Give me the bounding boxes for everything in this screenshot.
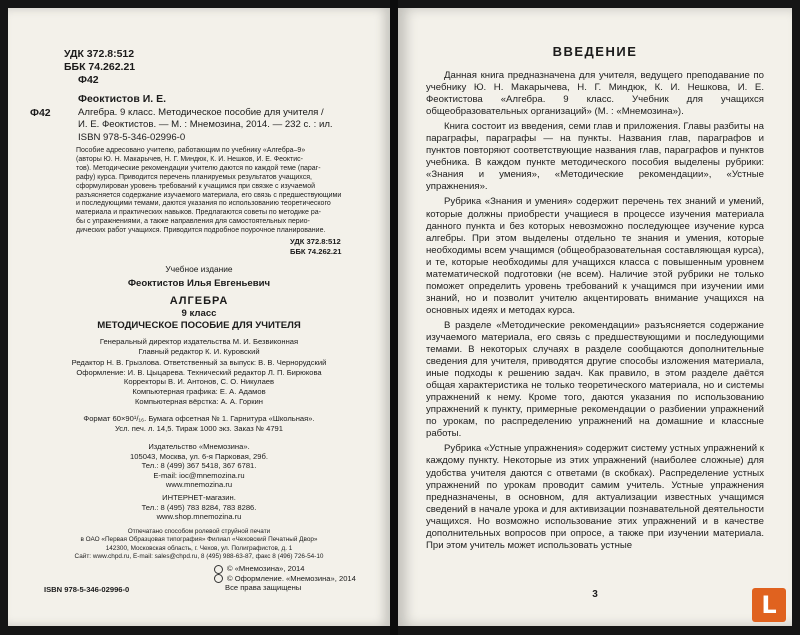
- printer-line: в ОАО «Первая Образцовая типография» Филиал «Чеховский Печатный Двор»: [80, 536, 318, 544]
- bbk-code-repeat: ББК 74.262.21: [290, 247, 342, 256]
- annotation-line: рафу) курса. Приводится перечень планируемых результатов учащихся,: [76, 173, 312, 181]
- printer-line: Отпечатано способом ролевой струйной печати: [127, 528, 271, 535]
- book-title: АЛГЕБРА: [169, 295, 229, 307]
- paragraph: Данная книга предназначена для учителя, ведущего преподавание по учебнику Ю. Н. Макарычева, Н. Г. Миндюк, К. И. Нешкова, И. Е. Феоктистова «Алгебра. 9 класс. Учебник для учащихся общеобразовательных организаций» (М. : «Мнемозина»).: [426, 70, 764, 118]
- annotation-line: (авторы Ю. Н. Макарычев, Н. Г. Миндюк, К. И. Нешков, И. Е. Феоктис-: [76, 155, 304, 163]
- credit-line: Компьютерная вёрстка: А. А. Горкин: [134, 396, 263, 406]
- annotation: [76, 147, 376, 236]
- credit-line: Оформление: И. В. Цыцарева. Технический редактор Л. П. Бирюкова: [76, 367, 322, 377]
- bbk-code: ББК 74.262.21: [64, 61, 136, 73]
- printer-line: 142300, Московская область, г. Чехов, ул. Полиграфистов, д. 1: [105, 544, 293, 552]
- credit-line: Генеральный директор издательства М. И. Безвиконная: [99, 337, 299, 346]
- paragraph: В разделе «Методические рекомендации» разъясняется содержание изучаемого материала, его связь с предшествующими и последующими темами. В некоторых случаях в разделе сообщаются дополнительные сведения для учителя, приводятся другие способы изложения материала, иные подходы к решению задач. Как правило, в этом разделе даётся общая характеристика не только теоретического материала, но и системы упражнений к нему. Кроме того, даются указания по использованию упражнений к пункту, примерные рекомендации о разбиении упражнений по урокам, по распределению упражнений на домашние и классные работы.: [426, 319, 764, 440]
- annotation-line: и последующими темами, даются указания по использованию теоретического: [76, 200, 331, 208]
- copyright-icon: [214, 574, 223, 583]
- shop-block: [8, 493, 390, 522]
- book-subtitle: МЕТОДИЧЕСКОЕ ПОСОБИЕ ДЛЯ УЧИТЕЛЯ: [97, 320, 301, 331]
- annotation-line: сформулирован уровень требований к учащимся при связке с изучаемой: [76, 182, 316, 190]
- annotation-line: Пособие адресовано учителю, работающим по учебнику «Алгебра–9»: [76, 147, 306, 154]
- print-line: Усл. печ. л. 14,5. Тираж 1000 экз. Заказ № 4791: [114, 423, 284, 433]
- annotation-line: бы с упражнениями, а также направления для самостоятельных перио-: [76, 218, 310, 226]
- bibliographic-line-2: И. Е. Феоктистов. — М. : Мнемозина, 2014. — 232 с. : ил.: [78, 119, 333, 131]
- introduction-text: [426, 70, 764, 555]
- isbn-bottom: ISBN 978-5-346-02996-0: [44, 585, 130, 594]
- publisher-line: E-mail: ioc@mnemozina.ru: [153, 470, 245, 480]
- bibliographic-entry: [78, 107, 333, 144]
- author-heading: Феоктистов И. Е.: [78, 93, 166, 105]
- publisher-line: www.mnemozina.ru: [165, 480, 233, 490]
- credit-line: Корректоры В. И. Антонов, С. О. Никулаев: [123, 377, 275, 387]
- watermark-logo: L: [752, 588, 786, 622]
- print-details: [8, 414, 390, 433]
- udc-code-repeat: УДК 372.8:512: [290, 237, 341, 246]
- credit-line: Компьютерная графика: Е. А. Адамов: [132, 386, 266, 396]
- publisher-line: Тел.: 8 (499) 367 5418, 367 6781.: [141, 461, 257, 471]
- copyright-block: [214, 564, 356, 593]
- shop-line: ИНТЕРНЕТ-магазин.: [162, 493, 236, 502]
- annotation-line: тов). Методические рекомендации учителю даются по каждой теме (параг-: [76, 164, 321, 172]
- copyright-line: © «Мнемозина», 2014: [214, 564, 356, 574]
- bibliographic-line-1: Алгебра. 9 класс. Методическое пособие для учителя /: [78, 107, 324, 118]
- print-line: Формат 60×90¹/₁₆. Бумага офсетная № 1. Гарнитура «Школьная».: [83, 414, 315, 423]
- isbn-line: ISBN 978-5-346-02996-0: [78, 131, 186, 143]
- annotation-line: разъясняется содержание изучаемого материала, его связь с предшествующими: [76, 191, 342, 199]
- paragraph: Книга состоит из введения, семи глав и приложения. Главы разбиты на параграфы, параграфы — на пункты. Названия глав, параграфов и пунктов повторяют соответствующие названия глав, параграфов и пунктов учебника. В каждом пункте методического пособия выделены рубрики: «Знания и умения», «Методические рекомендации», «Устные упражнения».: [426, 121, 764, 193]
- paragraph: Рубрика «Устные упражнения» содержит систему устных упражнений к каждому пункту. Некоторые из этих упражнений (наиболее сложные) для удобства учителя даются с ответами (в скобках). Распределение устных упражнений по урокам проводит самим учитель. Устные упражнения предназначены, в основном, для актуализации известных учащимся сведений в начале урока и для активизации познавательной деятельности учащихся. Но возможно использование этих упражнений и в качестве дополнительных вопросов при опросе, а также при изучении материала. При этом учитель может использовать устные: [426, 443, 764, 551]
- left-page-imprint: [8, 8, 390, 626]
- copyright-icon: [214, 565, 223, 574]
- edition-label: Учебное издание: [165, 264, 233, 274]
- publisher-line: 105043, Москва, ул. 6-я Парковая, 29б.: [130, 451, 268, 461]
- author-mark: Ф42: [78, 74, 99, 86]
- annotation-line: дических работ учащихся. Приводится подробное поурочное планирование.: [76, 227, 326, 235]
- book-grade: 9 класс: [181, 308, 217, 319]
- credit-line: Редактор Н. В. Грызлова. Ответственный за выпуск: В. В. Чернорудский: [71, 358, 327, 368]
- credits-block: [8, 337, 390, 406]
- copyright-line: © Оформление. «Мнемозина», 2014: [214, 574, 356, 584]
- publisher-line: Издательство «Мнемозина».: [148, 442, 250, 451]
- paragraph: Рубрика «Знания и умения» содержит перечень тех знаний и умений, которые должны приобрести учащиеся в процессе изучения материала данного пункта и без которых невозможно последующее изучение курса алгебры. При этом выделены отдельно те знания и умения, которые необходимы всем учащимся (общеобразовательная составляющая курса), и те, которые необходимы для учащихся класса с повышенным уровнем математической подготовки (не всем). Наличие этой рубрики не только поможет определить уровень требований к учащимся при изучении ими знаний, но и позволит учителю акцентировать внимание учащихся на основных идеях и методах курса.: [426, 196, 764, 316]
- credit-line: Главный редактор К. И. Куровский: [138, 346, 260, 356]
- rights-line: Все права защищены: [225, 583, 302, 593]
- author-full-name: Феоктистов Илья Евгеньевич: [127, 278, 271, 289]
- section-heading: ВВЕДЕНИЕ: [552, 44, 638, 59]
- udc-code: УДК 372.8:512: [64, 48, 135, 60]
- publisher-block: [8, 442, 390, 490]
- shop-line: www.shop.mnemozina.ru: [156, 512, 242, 522]
- annotation-line: материала и практических навыков. Предлагаются советы по методике ра-: [76, 209, 321, 217]
- printer-line: Сайт: www.chpd.ru, E-mail: sales@chpd.ru, 8 (495) 988-63-87, факс 8 (496) 726-54-10: [74, 553, 324, 561]
- printer-block: [8, 528, 390, 562]
- page-number: 3: [592, 589, 598, 600]
- shop-line: Тел.: 8 (495) 783 8284, 783 8286.: [141, 502, 257, 512]
- right-page-introduction: [398, 8, 792, 626]
- catalog-mark: Ф42: [30, 107, 51, 119]
- book-gutter: [390, 0, 398, 635]
